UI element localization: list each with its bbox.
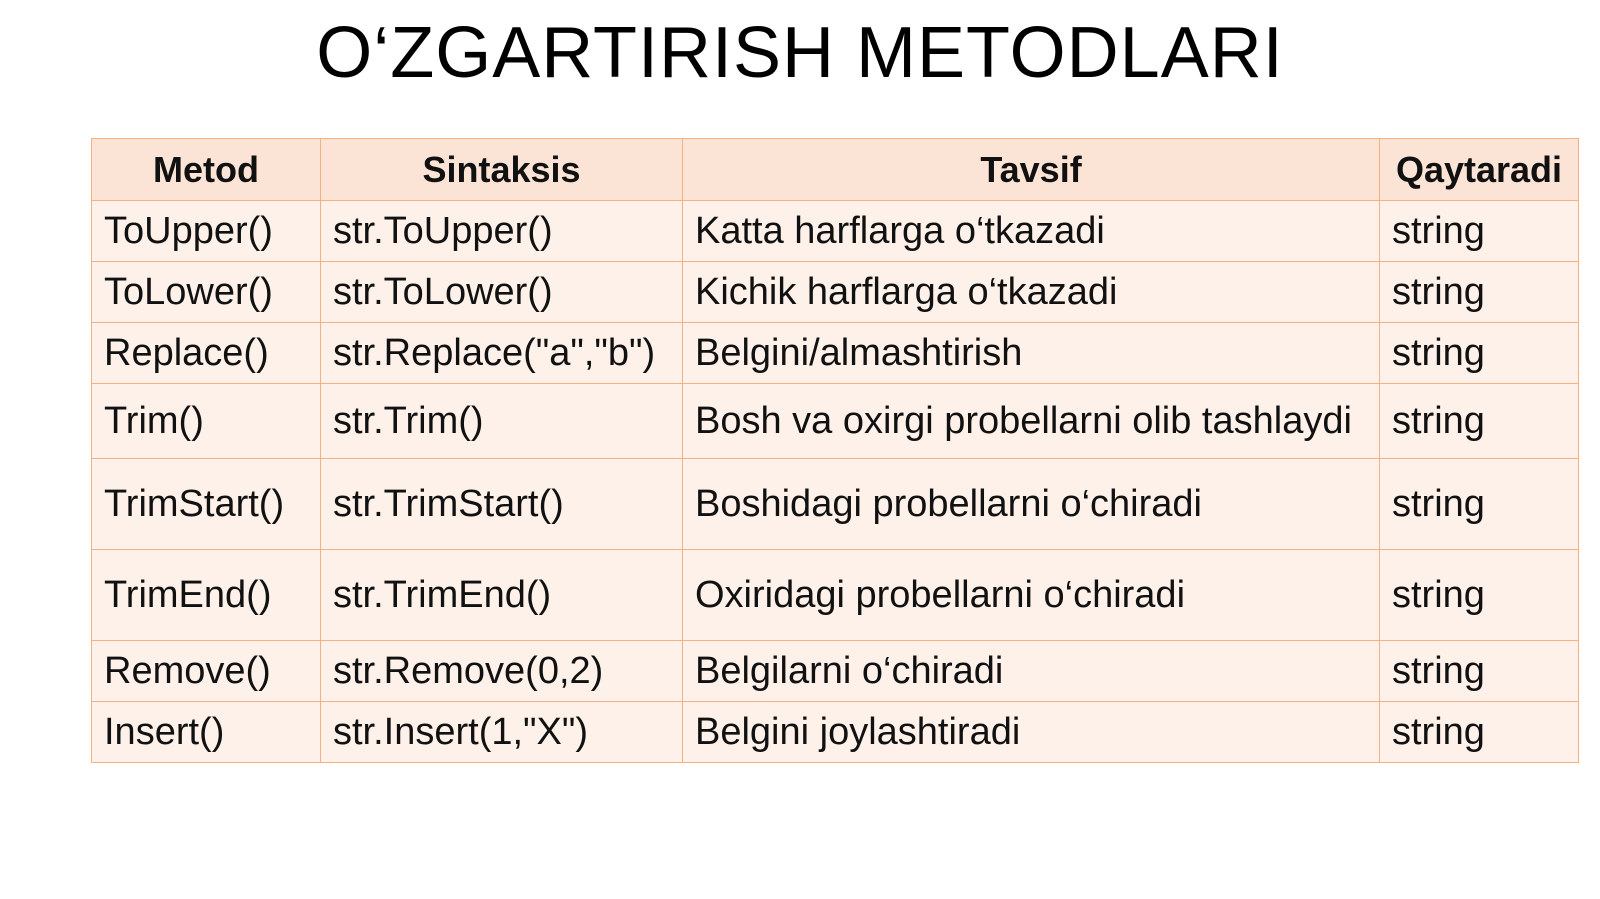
cell-metod: TrimEnd() bbox=[92, 550, 321, 641]
cell-tavsif: Belgilarni o‘chiradi bbox=[683, 641, 1380, 702]
cell-tavsif: Belgini joylashtiradi bbox=[683, 702, 1380, 763]
cell-tavsif: Oxiridagi probellarni o‘chiradi bbox=[683, 550, 1380, 641]
cell-tavsif: Kichik harflarga o‘tkazadi bbox=[683, 262, 1380, 323]
header-metod: Metod bbox=[92, 139, 321, 201]
cell-qaytaradi: string bbox=[1380, 323, 1579, 384]
table-row bbox=[92, 702, 1579, 763]
cell-metod: Replace() bbox=[92, 323, 321, 384]
cell-sintaksis: str.ToLower() bbox=[321, 262, 683, 323]
cell-sintaksis: str.ToUpper() bbox=[321, 201, 683, 262]
cell-sintaksis: str.Insert(1,"X") bbox=[321, 702, 683, 763]
cell-qaytaradi: string bbox=[1380, 702, 1579, 763]
cell-sintaksis: str.Remove(0,2) bbox=[321, 641, 683, 702]
cell-metod: Remove() bbox=[92, 641, 321, 702]
table-row bbox=[92, 323, 1579, 384]
table-row bbox=[92, 262, 1579, 323]
cell-qaytaradi: string bbox=[1380, 550, 1579, 641]
cell-tavsif: Katta harflarga o‘tkazadi bbox=[683, 201, 1380, 262]
table-row bbox=[92, 459, 1579, 550]
header-qaytaradi: Qaytaradi bbox=[1380, 139, 1579, 201]
cell-metod: TrimStart() bbox=[92, 459, 321, 550]
table-row bbox=[92, 641, 1579, 702]
table-row bbox=[92, 384, 1579, 459]
table-row bbox=[92, 550, 1579, 641]
header-sintaksis: Sintaksis bbox=[321, 139, 683, 201]
cell-tavsif: Bosh va oxirgi probellarni olib tashlaydi bbox=[683, 384, 1380, 459]
methods-table bbox=[91, 138, 1579, 763]
cell-metod: Insert() bbox=[92, 702, 321, 763]
cell-qaytaradi: string bbox=[1380, 384, 1579, 459]
cell-metod: ToUpper() bbox=[92, 201, 321, 262]
cell-qaytaradi: string bbox=[1380, 459, 1579, 550]
cell-sintaksis: str.Replace("a","b") bbox=[321, 323, 683, 384]
slide-title: O‘ZGARTIRISH METODLARI bbox=[316, 13, 1284, 93]
cell-qaytaradi: string bbox=[1380, 201, 1579, 262]
cell-qaytaradi: string bbox=[1380, 641, 1579, 702]
cell-sintaksis: str.TrimStart() bbox=[321, 459, 683, 550]
header-tavsif: Tavsif bbox=[683, 139, 1380, 201]
table-row bbox=[92, 201, 1579, 262]
cell-sintaksis: str.Trim() bbox=[321, 384, 683, 459]
cell-metod: Trim() bbox=[92, 384, 321, 459]
cell-tavsif: Belgini/almashtirish bbox=[683, 323, 1380, 384]
cell-tavsif: Boshidagi probellarni o‘chiradi bbox=[683, 459, 1380, 550]
table-header-row bbox=[92, 139, 1579, 201]
cell-metod: ToLower() bbox=[92, 262, 321, 323]
cell-qaytaradi: string bbox=[1380, 262, 1579, 323]
cell-sintaksis: str.TrimEnd() bbox=[321, 550, 683, 641]
